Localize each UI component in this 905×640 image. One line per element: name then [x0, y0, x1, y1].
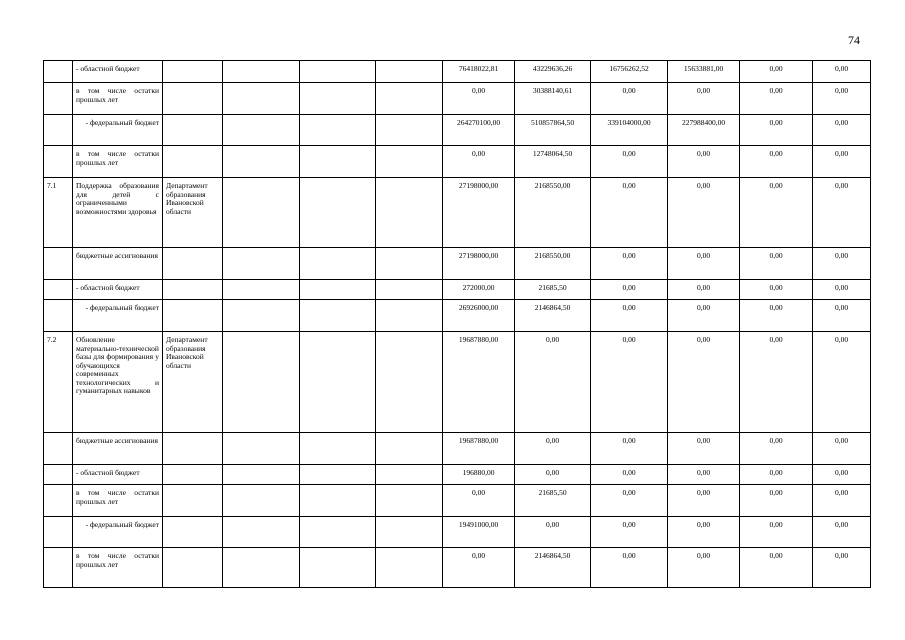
value-cell: 0,00 [668, 548, 740, 588]
row-name-cell: - областной бюджет [73, 61, 163, 83]
value-cell: 0,00 [515, 332, 591, 433]
value-cell: 0,00 [668, 433, 740, 465]
table-row [44, 83, 871, 115]
value-cell: 0,00 [591, 332, 668, 433]
empty-cell [300, 280, 376, 300]
row-number-cell [44, 146, 73, 178]
value-cell: 0,00 [668, 248, 740, 280]
value-cell: 0,00 [740, 115, 813, 146]
empty-cell [376, 178, 443, 248]
executor-cell [163, 433, 223, 465]
value-cell: 26926000,00 [443, 300, 515, 332]
executor-cell [163, 115, 223, 146]
executor-cell [163, 465, 223, 485]
executor-cell [163, 300, 223, 332]
row-number-cell [44, 61, 73, 83]
empty-cell [376, 517, 443, 548]
value-cell: 2168550,00 [515, 178, 591, 248]
row-name-cell: - областной бюджет [73, 280, 163, 300]
executor-cell [163, 83, 223, 115]
table-row [44, 332, 871, 433]
value-cell: 0,00 [813, 280, 871, 300]
executor-cell [163, 485, 223, 517]
value-cell: 0,00 [813, 517, 871, 548]
value-cell: 0,00 [668, 146, 740, 178]
executor-cell [163, 61, 223, 83]
row-name-cell: Обновление материально-технической базы для формирования у обучающихся современных технологических и гуманитарных навыков [73, 332, 163, 433]
table-row [44, 465, 871, 485]
row-number-cell [44, 115, 73, 146]
value-cell: 0,00 [591, 517, 668, 548]
empty-cell [300, 332, 376, 433]
value-cell: 272000,00 [443, 280, 515, 300]
value-cell: 2146864,50 [515, 300, 591, 332]
table-row [44, 178, 871, 248]
value-cell: 0,00 [740, 61, 813, 83]
value-cell: 0,00 [813, 83, 871, 115]
executor-cell: Департамент образования Ивановской области [163, 332, 223, 433]
empty-cell [376, 465, 443, 485]
value-cell: 0,00 [591, 248, 668, 280]
executor-cell [163, 248, 223, 280]
value-cell: 21685,50 [515, 485, 591, 517]
value-cell: 19491000,00 [443, 517, 515, 548]
table-body [44, 61, 871, 588]
value-cell: 227988400,00 [668, 115, 740, 146]
value-cell: 0,00 [813, 178, 871, 248]
value-cell: 0,00 [515, 517, 591, 548]
value-cell: 0,00 [813, 146, 871, 178]
value-cell: 0,00 [740, 433, 813, 465]
empty-cell [223, 280, 300, 300]
value-cell: 264270100,00 [443, 115, 515, 146]
value-cell: 0,00 [740, 465, 813, 485]
empty-cell [223, 485, 300, 517]
row-number-cell [44, 300, 73, 332]
row-name-cell: - федеральный бюджет [73, 115, 163, 146]
table-row [44, 517, 871, 548]
empty-cell [223, 178, 300, 248]
table-row [44, 146, 871, 178]
value-cell: 0,00 [591, 300, 668, 332]
value-cell: 0,00 [668, 300, 740, 332]
table-row [44, 248, 871, 280]
row-name-cell: - федеральный бюджет [73, 517, 163, 548]
empty-cell [223, 115, 300, 146]
row-number-cell [44, 517, 73, 548]
empty-cell [376, 115, 443, 146]
value-cell: 0,00 [740, 248, 813, 280]
empty-cell [223, 83, 300, 115]
empty-cell [376, 548, 443, 588]
value-cell: 21685,50 [515, 280, 591, 300]
value-cell: 0,00 [591, 280, 668, 300]
budget-table [43, 60, 871, 588]
executor-cell [163, 517, 223, 548]
value-cell: 339104000,00 [591, 115, 668, 146]
row-number-cell: 7.1 [44, 178, 73, 248]
row-number-cell [44, 485, 73, 517]
empty-cell [300, 465, 376, 485]
value-cell: 27198000,00 [443, 178, 515, 248]
value-cell: 16756262,52 [591, 61, 668, 83]
value-cell: 0,00 [668, 465, 740, 485]
table-row [44, 548, 871, 588]
value-cell: 2168550,00 [515, 248, 591, 280]
value-cell: 0,00 [668, 178, 740, 248]
row-name-cell: в том числе остатки прошлых лет [73, 146, 163, 178]
value-cell: 510857864,50 [515, 115, 591, 146]
row-number-cell [44, 248, 73, 280]
value-cell: 0,00 [813, 433, 871, 465]
row-number-cell [44, 465, 73, 485]
empty-cell [300, 433, 376, 465]
value-cell: 0,00 [740, 146, 813, 178]
value-cell: 0,00 [591, 178, 668, 248]
empty-cell [300, 146, 376, 178]
table-row [44, 300, 871, 332]
value-cell: 0,00 [591, 548, 668, 588]
value-cell: 0,00 [740, 178, 813, 248]
empty-cell [300, 548, 376, 588]
value-cell: 0,00 [668, 332, 740, 433]
value-cell: 0,00 [591, 485, 668, 517]
value-cell: 0,00 [668, 517, 740, 548]
value-cell: 0,00 [813, 465, 871, 485]
value-cell: 0,00 [740, 548, 813, 588]
value-cell: 0,00 [813, 332, 871, 433]
value-cell: 0,00 [515, 433, 591, 465]
row-name-cell: в том числе остатки прошлых лет [73, 83, 163, 115]
value-cell: 76418022,81 [443, 61, 515, 83]
empty-cell [376, 433, 443, 465]
row-name-cell: в том числе остатки прошлых лет [73, 548, 163, 588]
table-row [44, 61, 871, 83]
value-cell: 0,00 [591, 465, 668, 485]
value-cell: 0,00 [443, 548, 515, 588]
value-cell: 0,00 [443, 485, 515, 517]
executor-cell: Департамент образования Ивановской области [163, 178, 223, 248]
value-cell: 0,00 [813, 485, 871, 517]
value-cell: 0,00 [813, 548, 871, 588]
value-cell: 0,00 [591, 433, 668, 465]
value-cell: 43229636,26 [515, 61, 591, 83]
row-number-cell [44, 83, 73, 115]
empty-cell [300, 517, 376, 548]
empty-cell [376, 300, 443, 332]
table-row [44, 485, 871, 517]
empty-cell [376, 485, 443, 517]
empty-cell [223, 465, 300, 485]
value-cell: 196880,00 [443, 465, 515, 485]
value-cell: 2146864,50 [515, 548, 591, 588]
value-cell: 0,00 [813, 115, 871, 146]
empty-cell [300, 61, 376, 83]
executor-cell [163, 280, 223, 300]
empty-cell [376, 83, 443, 115]
empty-cell [300, 178, 376, 248]
value-cell: 0,00 [668, 83, 740, 115]
value-cell: 19687880,00 [443, 433, 515, 465]
empty-cell [376, 248, 443, 280]
page-number: 74 [848, 33, 860, 47]
empty-cell [376, 61, 443, 83]
empty-cell [376, 146, 443, 178]
value-cell: 0,00 [668, 485, 740, 517]
value-cell: 0,00 [740, 332, 813, 433]
value-cell: 0,00 [740, 83, 813, 115]
table-row [44, 433, 871, 465]
value-cell: 0,00 [740, 485, 813, 517]
empty-cell [223, 61, 300, 83]
empty-cell [300, 248, 376, 280]
empty-cell [223, 332, 300, 433]
empty-cell [300, 485, 376, 517]
value-cell: 0,00 [740, 300, 813, 332]
value-cell: 0,00 [443, 83, 515, 115]
empty-cell [300, 83, 376, 115]
row-name-cell: Поддержка образования для детей с ограниченными возможностями здоровья [73, 178, 163, 248]
row-name-cell: бюджетные ассигнования [73, 248, 163, 280]
row-number-cell [44, 280, 73, 300]
row-name-cell: - федеральный бюджет [73, 300, 163, 332]
empty-cell [300, 115, 376, 146]
empty-cell [223, 248, 300, 280]
value-cell: 0,00 [813, 300, 871, 332]
value-cell: 0,00 [668, 280, 740, 300]
value-cell: 0,00 [813, 61, 871, 83]
value-cell: 15633881,00 [668, 61, 740, 83]
value-cell: 12748064,50 [515, 146, 591, 178]
executor-cell [163, 146, 223, 178]
empty-cell [223, 146, 300, 178]
empty-cell [300, 300, 376, 332]
value-cell: 30388140,61 [515, 83, 591, 115]
value-cell: 0,00 [740, 280, 813, 300]
value-cell: 0,00 [591, 146, 668, 178]
empty-cell [223, 433, 300, 465]
value-cell: 0,00 [740, 517, 813, 548]
table-row [44, 115, 871, 146]
value-cell: 27198000,00 [443, 248, 515, 280]
value-cell: 0,00 [591, 83, 668, 115]
value-cell: 0,00 [515, 465, 591, 485]
empty-cell [223, 548, 300, 588]
row-number-cell [44, 433, 73, 465]
row-number-cell: 7.2 [44, 332, 73, 433]
table-row [44, 280, 871, 300]
row-number-cell [44, 548, 73, 588]
empty-cell [376, 280, 443, 300]
row-name-cell: - областной бюджет [73, 465, 163, 485]
value-cell: 0,00 [813, 248, 871, 280]
value-cell: 19687880,00 [443, 332, 515, 433]
empty-cell [223, 517, 300, 548]
value-cell: 0,00 [443, 146, 515, 178]
empty-cell [376, 332, 443, 433]
row-name-cell: бюджетные ассигнования [73, 433, 163, 465]
executor-cell [163, 548, 223, 588]
row-name-cell: в том числе остатки прошлых лет [73, 485, 163, 517]
empty-cell [223, 300, 300, 332]
